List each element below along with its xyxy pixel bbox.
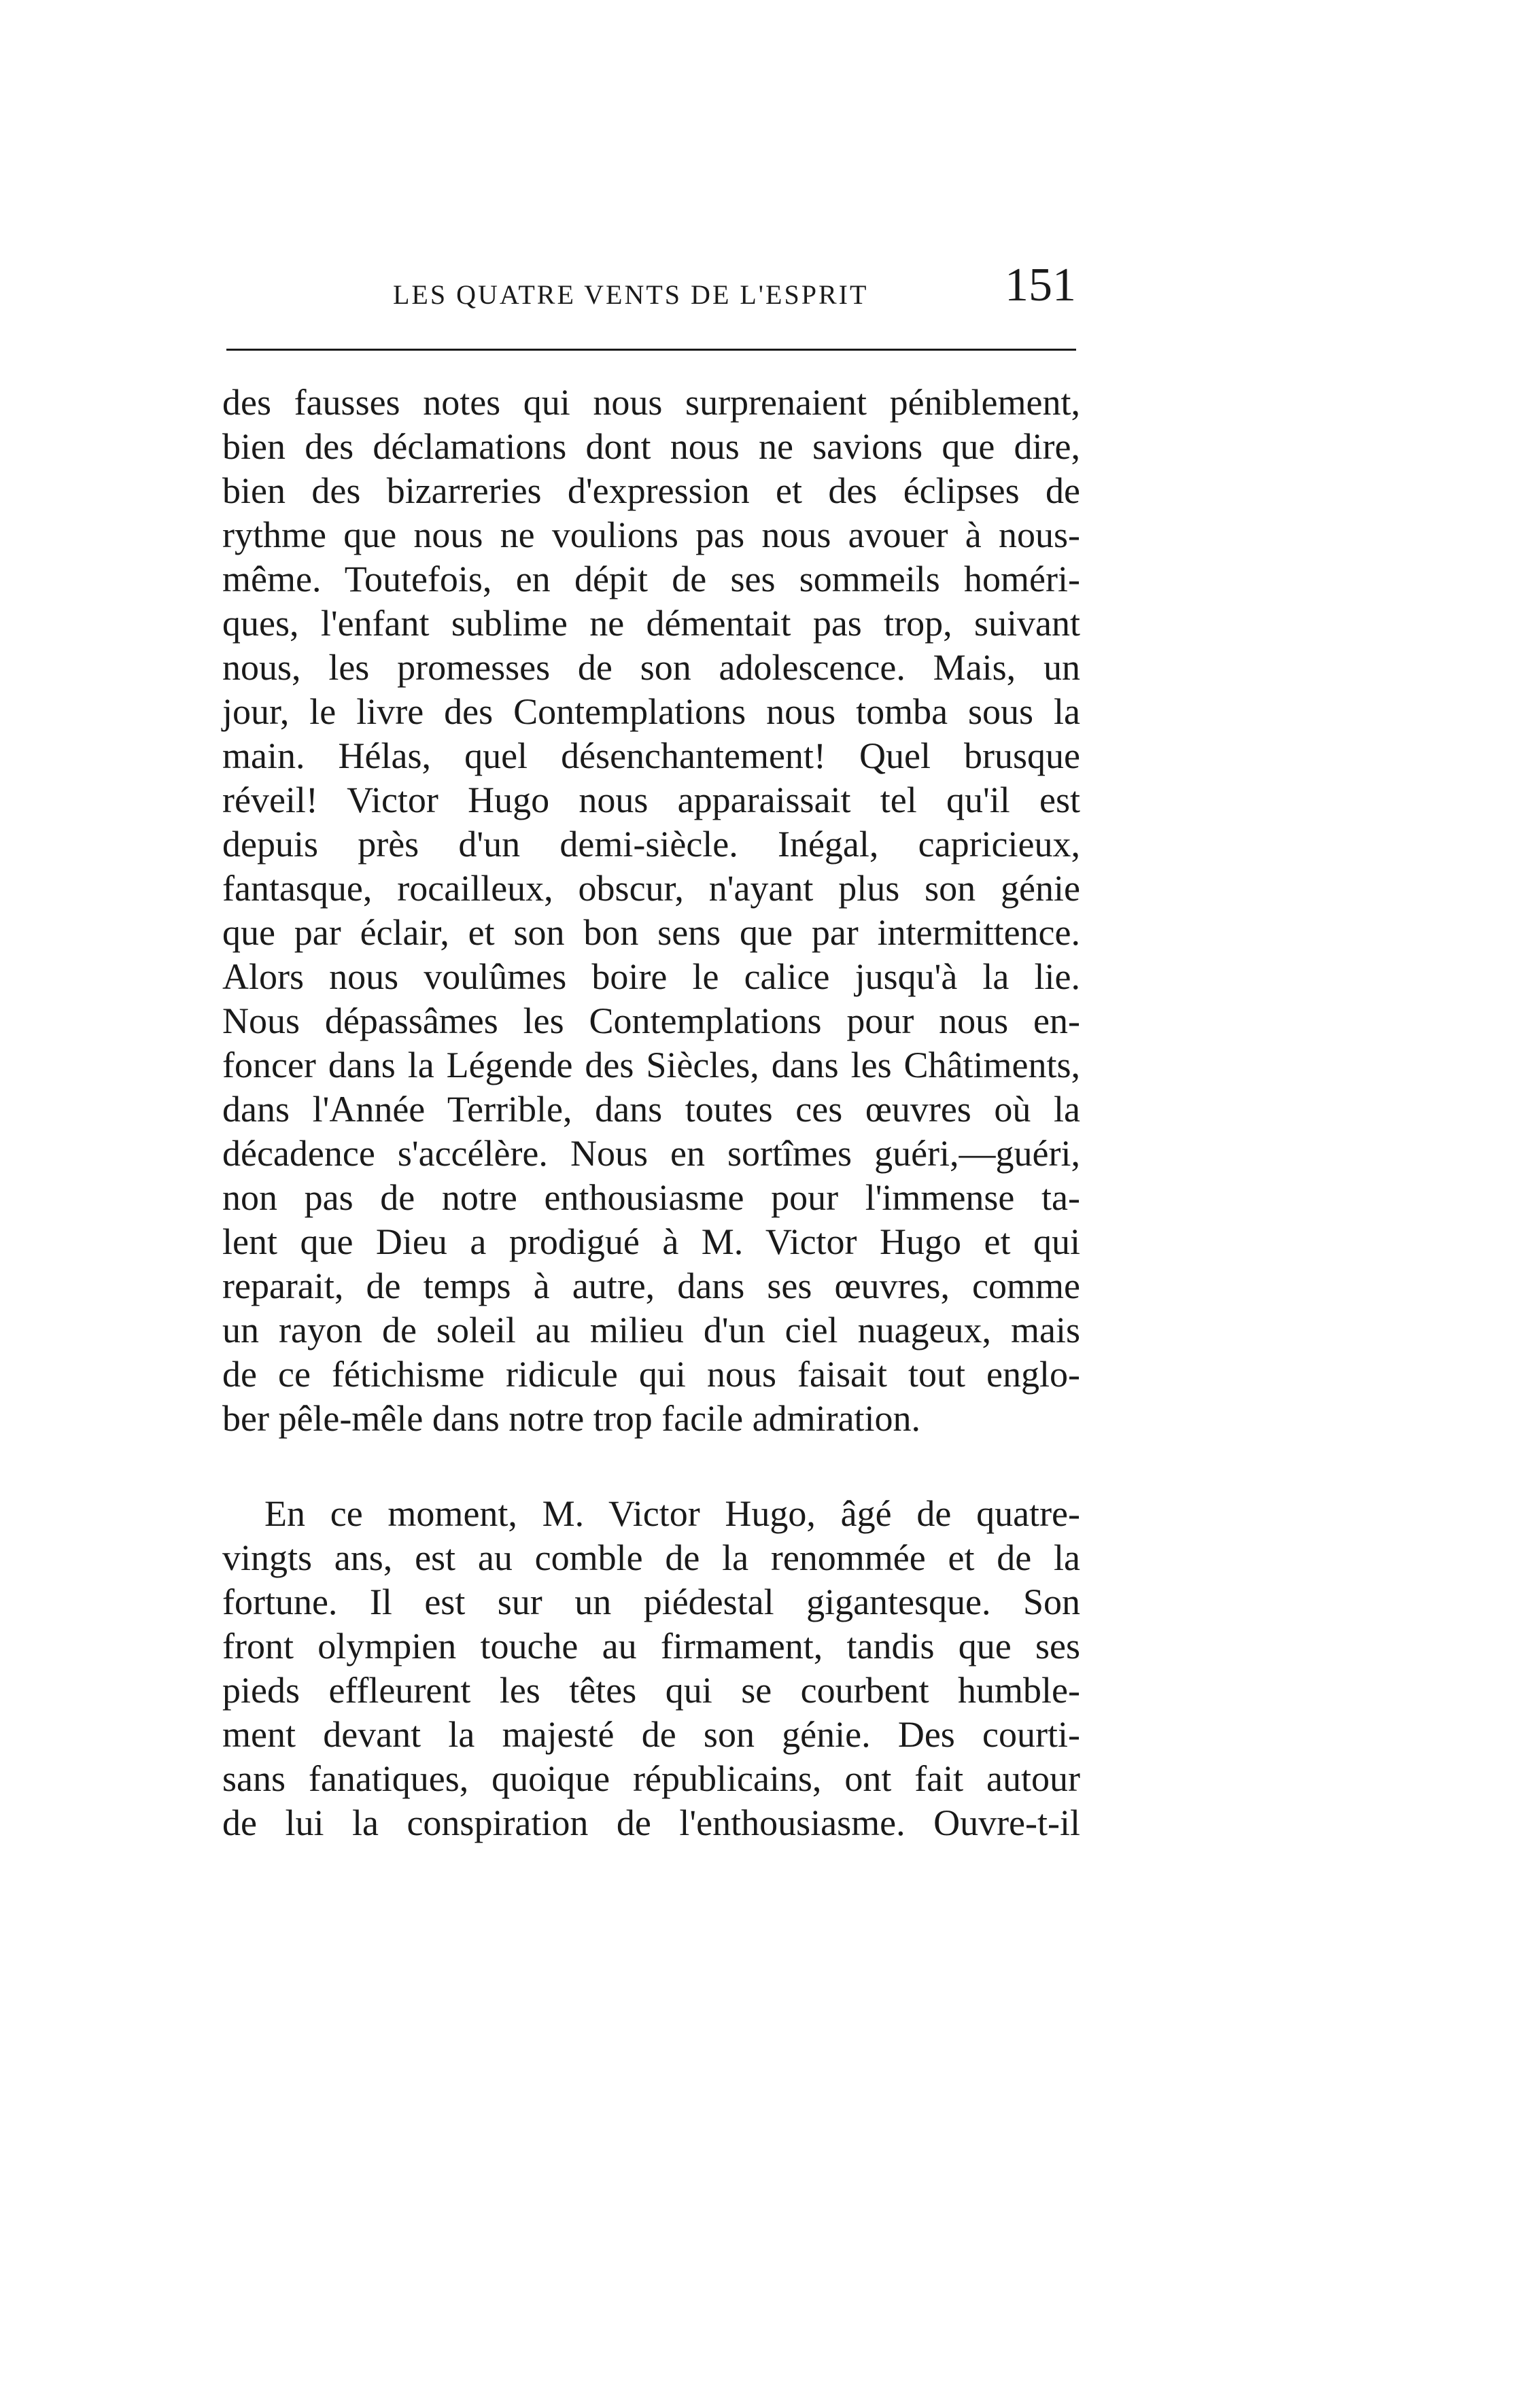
- paragraph-1: [222, 381, 1080, 1441]
- text-line: rythme que nous ne voulions pas nous avouer à nous-: [222, 514, 1080, 555]
- text-line: depuis près d'un demi-siècle. Inégal, capricieux,: [222, 824, 1080, 865]
- text-line: un rayon de soleil au milieu d'un ciel nuageux, mais: [222, 1310, 1080, 1350]
- header-rule: [226, 349, 1076, 351]
- text-line: main. Hélas, quel désenchantement! Quel brusque: [222, 735, 1080, 776]
- text-line: de lui la conspiration de l'enthousiasme. Ouvre-t-il: [222, 1802, 1080, 1843]
- text-line: décadence s'accélère. Nous en sortîmes guéri,—guéri,: [222, 1133, 1080, 1174]
- text-line: jour, le livre des Contemplations nous tomba sous la: [222, 691, 1080, 732]
- text-line: ques, l'enfant sublime ne démentait pas trop, suivant: [222, 603, 1080, 644]
- text-line: pieds effleurent les têtes qui se courbent humble-: [222, 1670, 1080, 1711]
- text-line: bien des bizarreries d'expression et des éclipses de: [222, 470, 1080, 511]
- text-line: vingts ans, est au comble de la renommée et de la: [222, 1537, 1080, 1578]
- text-line: ber pêle-mêle dans notre trop facile admiration.: [222, 1398, 921, 1439]
- page-number: 151: [1005, 259, 1076, 311]
- text-line: reparait, de temps à autre, dans ses œuvres, comme: [222, 1266, 1080, 1306]
- text-line: même. Toutefois, en dépit de ses sommeils homéri-: [222, 559, 1080, 599]
- text-line: foncer dans la Légende des Siècles, dans les Châtiments,: [222, 1045, 1080, 1085]
- text-line: nous, les promesses de son adolescence. Mais, un: [222, 647, 1080, 688]
- text-line: fantasque, rocailleux, obscur, n'ayant plus son génie: [222, 868, 1080, 909]
- text-line: réveil! Victor Hugo nous apparaissait tel qu'il est: [222, 780, 1080, 820]
- text-line: dans l'Année Terrible, dans toutes ces œuvres où la: [222, 1089, 1080, 1130]
- text-line: fortune. Il est sur un piédestal gigantesque. Son: [222, 1582, 1080, 1622]
- body-text: [222, 381, 1080, 1845]
- running-title: LES QUATRE VENTS DE L'ESPRIT: [393, 279, 869, 310]
- text-line: ment devant la majesté de son génie. Des courti-: [222, 1714, 1080, 1755]
- paragraph-gap: [222, 1441, 1080, 1492]
- running-head: [226, 258, 1076, 333]
- text-line: sans fanatiques, quoique républicains, ont fait autour: [222, 1758, 1080, 1799]
- text-line: En ce moment, M. Victor Hugo, âgé de quatre-: [264, 1493, 1080, 1534]
- text-line: que par éclair, et son bon sens que par intermittence.: [222, 912, 1080, 953]
- paragraph-2: [222, 1492, 1080, 1845]
- text-line: non pas de notre enthousiasme pour l'immense ta-: [222, 1177, 1080, 1218]
- text-line: lent que Dieu a prodigué à M. Victor Hugo et qui: [222, 1221, 1080, 1262]
- text-line: des fausses notes qui nous surprenaient péniblement,: [222, 382, 1080, 423]
- text-line: front olympien touche au firmament, tandis que ses: [222, 1626, 1080, 1667]
- text-line: Nous dépassâmes les Contemplations pour nous en-: [222, 1000, 1080, 1041]
- text-line: Alors nous voulûmes boire le calice jusqu'à la lie.: [222, 956, 1080, 997]
- text-line: bien des déclamations dont nous ne savions que dire,: [222, 426, 1080, 467]
- text-line: de ce fétichisme ridicule qui nous faisait tout englo-: [222, 1354, 1080, 1395]
